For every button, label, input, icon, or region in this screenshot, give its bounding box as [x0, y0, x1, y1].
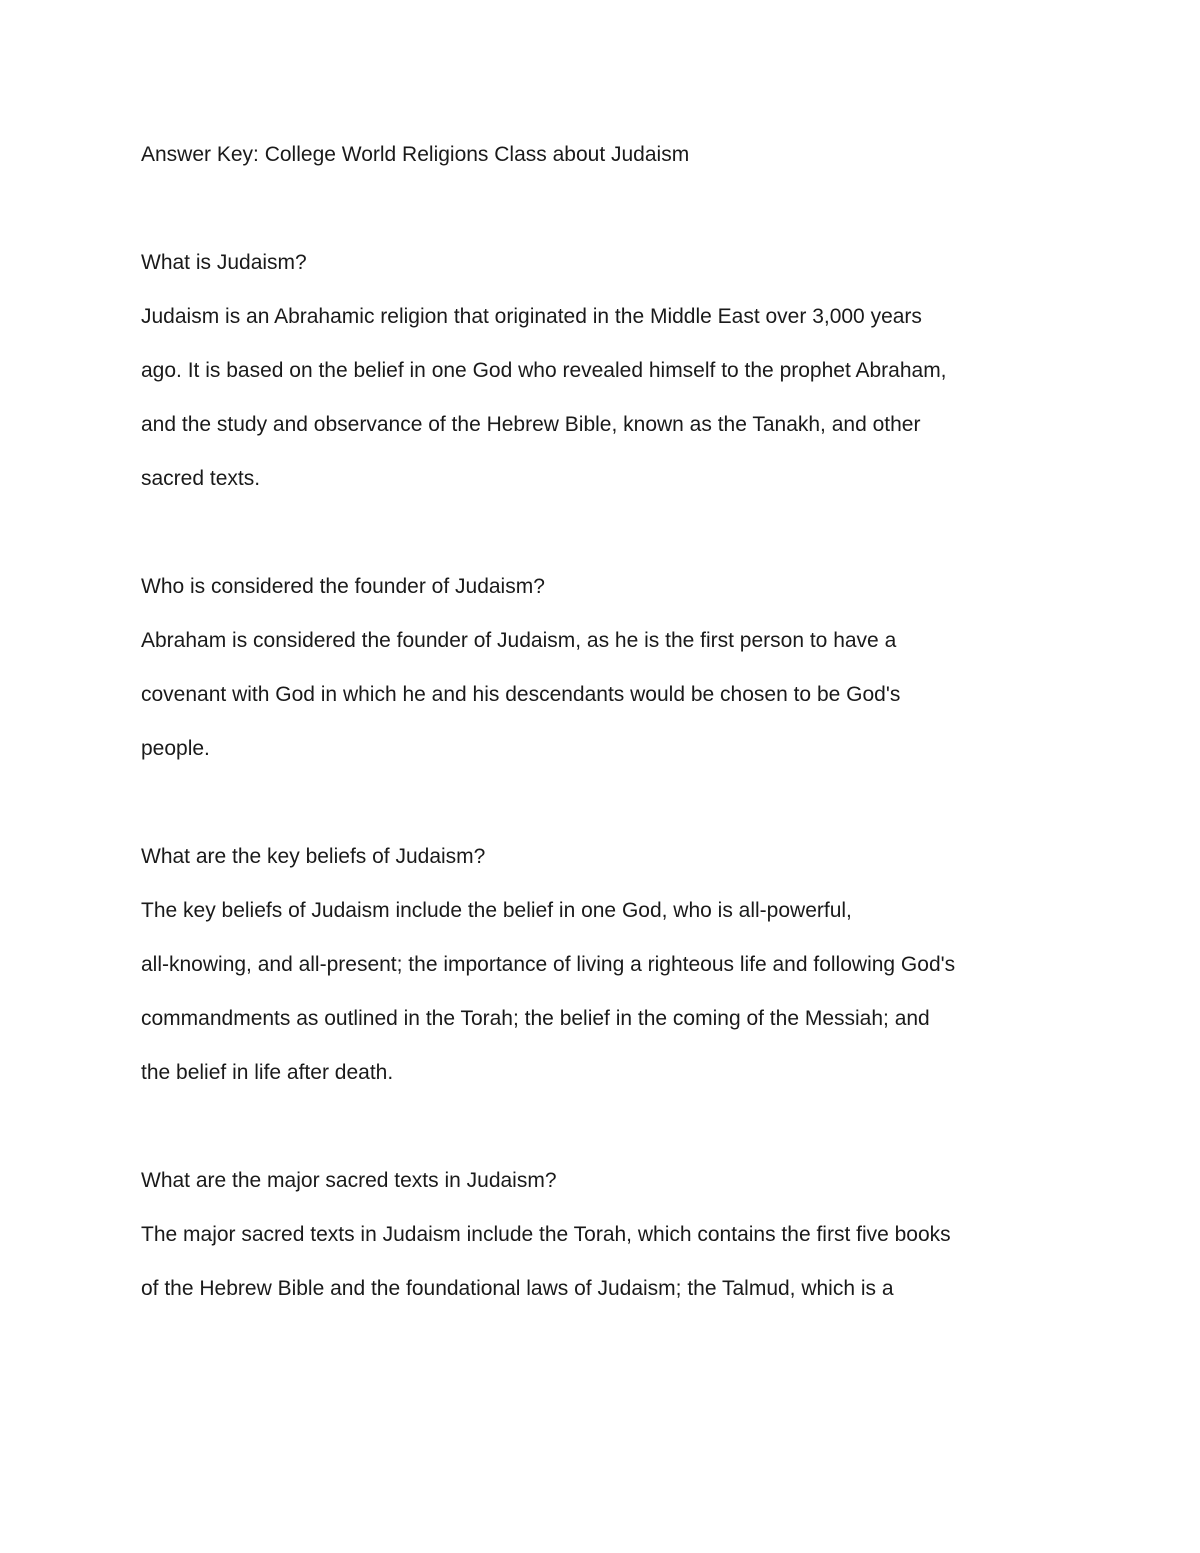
- answer-line: and the study and observance of the Hebrew Bible, known as the Tanakh, and other: [141, 413, 921, 436]
- qa-section-sacred-texts: [141, 1154, 1076, 1316]
- question-text: What are the key beliefs of Judaism?: [141, 845, 486, 868]
- document-page: [141, 128, 1076, 1316]
- document-title: Answer Key: College World Religions Class about Judaism: [141, 143, 690, 166]
- answer-line: all-knowing, and all-present; the importance of living a righteous life and following God's: [141, 953, 956, 976]
- answer-line: ago. It is based on the belief in one God who revealed himself to the prophet Abraham,: [141, 359, 947, 382]
- question-text: Who is considered the founder of Judaism?: [141, 575, 545, 598]
- answer-line: The major sacred texts in Judaism include the Torah, which contains the first five books: [141, 1223, 951, 1246]
- qa-section-what-is-judaism: [141, 236, 1076, 506]
- answer-line: commandments as outlined in the Torah; the belief in the coming of the Messiah; and: [141, 1007, 930, 1030]
- qa-section-founder: [141, 560, 1076, 776]
- qa-section-key-beliefs: [141, 830, 1076, 1100]
- question-text: What are the major sacred texts in Judaism?: [141, 1169, 557, 1192]
- question-text: What is Judaism?: [141, 251, 307, 274]
- answer-line: sacred texts.: [141, 467, 261, 490]
- answer-line: Judaism is an Abrahamic religion that originated in the Middle East over 3,000 years: [141, 305, 922, 328]
- answer-line: of the Hebrew Bible and the foundational laws of Judaism; the Talmud, which is a: [141, 1277, 894, 1300]
- answer-line: people.: [141, 737, 210, 760]
- answer-line: covenant with God in which he and his descendants would be chosen to be God's: [141, 683, 901, 706]
- answer-line: The key beliefs of Judaism include the belief in one God, who is all-powerful,: [141, 899, 852, 922]
- answer-line: the belief in life after death.: [141, 1061, 394, 1084]
- answer-line: Abraham is considered the founder of Judaism, as he is the first person to have a: [141, 629, 897, 652]
